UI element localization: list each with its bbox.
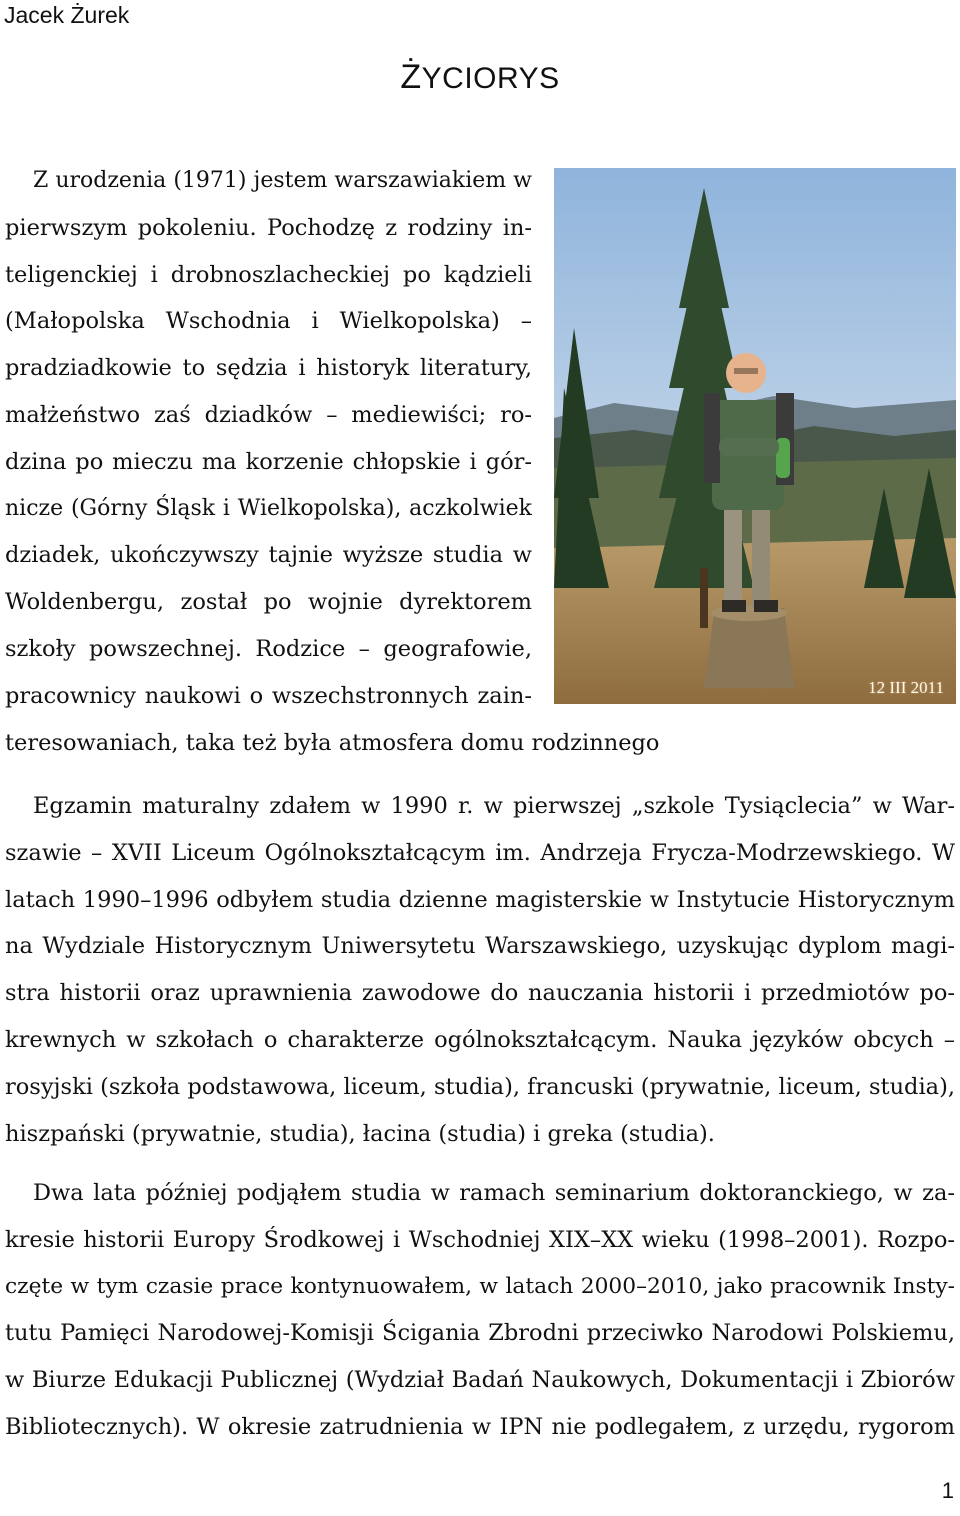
page-title — [0, 58, 960, 97]
hiker-photo-illustration — [554, 168, 956, 704]
text-line: rosyjski (szkoła podstawowa, liceum, studia), francuski (prywatnie, liceum, studia), — [5, 1073, 955, 1100]
text-line: nicze (Górny Śląsk i Wielkopolska), aczkolwiek — [5, 495, 532, 521]
text-line: Bibliotecznych). W okresie zatrudnienia w IPN nie podlegałem, z urzędu, rygorom — [5, 1413, 955, 1440]
title-initial: Ż — [400, 58, 422, 96]
text-line: kresie historii Europy Środkowej i Wschodniej XIX–XX wieku (1998–2001). Rozpo- — [5, 1226, 955, 1253]
paragraph-childhood — [5, 158, 532, 720]
text-line: dzina po mieczu ma korzenie chłopskie i gór- — [5, 448, 532, 475]
text-line: teresowaniach, taka też była atmosfera domu rodzinnego — [5, 730, 660, 756]
text-line: na Wydziale Historycznym Uniwersytetu Warszawskiego, uzyskując dyplom magi- — [5, 933, 955, 960]
text-line: Woldenbergu, został po wojnie dyrektorem — [5, 589, 532, 616]
page-number: 1 — [941, 1478, 954, 1503]
photo-date-caption: 12 III 2011 — [868, 678, 944, 697]
text-line: szkoły powszechnej. Rodzice – geografowie, — [5, 635, 532, 662]
paragraph-doctoral — [5, 1170, 955, 1451]
text-line: krewnych w szkołach o charakterze ogólnokształcącym. Nauka języków obcych – — [5, 1026, 955, 1053]
text-line: pracownicy naukowi o wszechstronnych zain- — [5, 682, 532, 709]
text-line: częte w tym czasie prace kontynuowałem, w latach 2000–2010, jako pracownik Insty- — [5, 1273, 955, 1299]
text-line: dziadek, ukończywszy tajnie wyższe studia w — [5, 542, 532, 569]
text-line: pierwszym pokoleniu. Pochodzę z rodziny in- — [5, 214, 532, 241]
text-line: stra historii oraz uprawnienia zawodowe do nauczania historii i przedmiotów po- — [5, 980, 955, 1007]
text-line: Z urodzenia (1971) jestem warszawiakiem w — [33, 168, 532, 193]
paragraph-childhood-last-line — [5, 720, 665, 767]
text-line: Egzamin maturalny zdałem w 1990 r. w pierwszej „szkole Tysiąclecia” w War- — [33, 793, 955, 819]
author-name: Jacek Żurek — [4, 2, 130, 28]
text-line: (Małopolska Wschodnia i Wielkopolska) – — [5, 308, 532, 335]
text-line: Dwa lata później podjąłem studia w ramach seminarium doktoranckiego, w za- — [33, 1180, 955, 1206]
author-photo — [554, 168, 956, 704]
text-line: latach 1990–1996 odbyłem studia dzienne magisterskie w Instytucie Historycznym — [5, 886, 955, 913]
title-rest: YCIORYS — [421, 62, 560, 95]
text-line: szawie – XVII Liceum Ogólnokształcącym im. Andrzeja Frycza-Modrzewskiego. W — [5, 839, 955, 866]
paragraph-education — [5, 783, 955, 1157]
text-line: małżeństwo zaś dziadków – mediewiści; ro- — [5, 401, 532, 428]
text-line: hiszpański (prywatnie, studia), łacina (studia) i greka (studia). — [5, 1120, 715, 1147]
text-line: tutu Pamięci Narodowej-Komisji Ścigania Zbrodni przeciwko Narodowi Polskiemu, — [5, 1320, 955, 1347]
text-line: w Biurze Edukacji Publicznej (Wydział Badań Naukowych, Dokumentacji i Zbiorów — [5, 1367, 955, 1394]
text-line: teligenckiej i drobnoszlacheckiej po kądzieli — [5, 261, 532, 288]
text-line: pradziadkowie to sędzia i historyk literatury, — [5, 355, 532, 382]
